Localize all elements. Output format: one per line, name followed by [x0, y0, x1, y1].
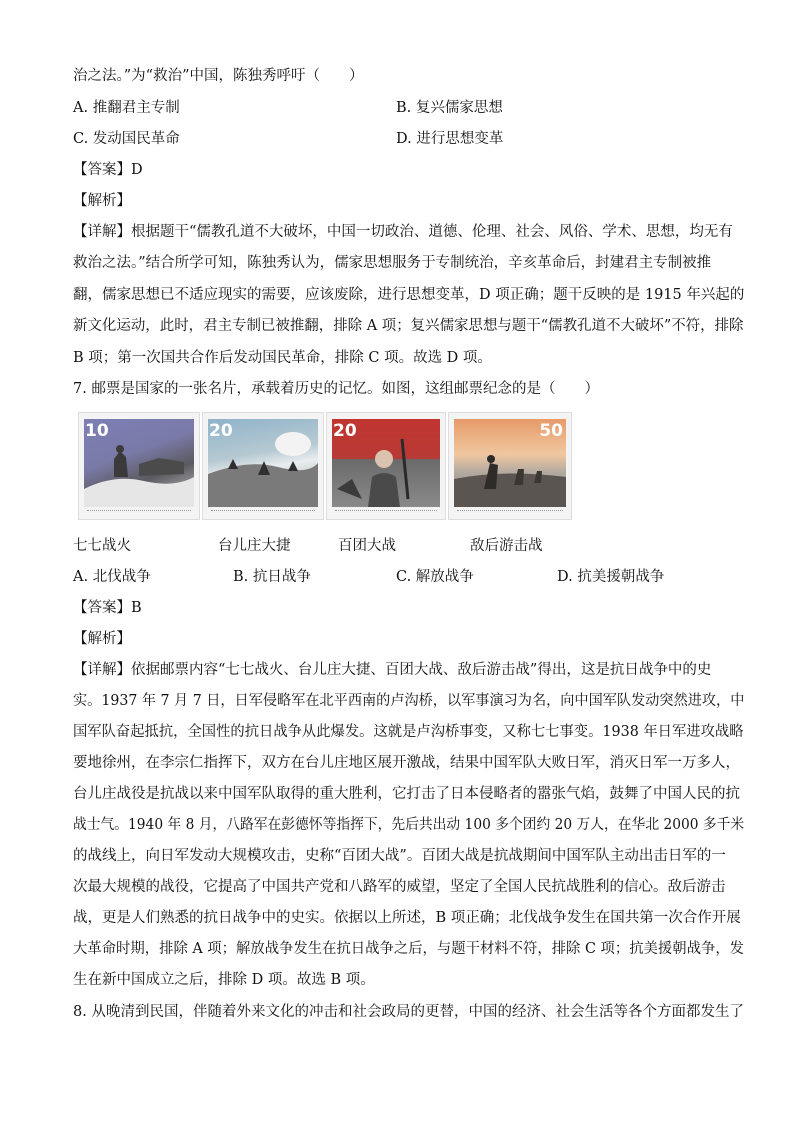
- q7-option-d: D. 抗美援朝战争: [557, 569, 665, 585]
- q7-detail-tag: 【详解】: [73, 662, 131, 678]
- stamp-caption-3: 百团大战: [338, 538, 396, 554]
- q7-detail-line-6: 战士气。1940 年 8 月，八路军在彭德怀等指挥下，先后共出动 100 多个团约 20 万人，在华北 2000 多千米: [73, 817, 745, 833]
- stamp-1: [78, 412, 200, 520]
- q6-option-c: C. 发动国民革命: [73, 131, 180, 147]
- q7-option-a: A. 北伐战争: [73, 569, 151, 585]
- stamp-2: [202, 412, 324, 520]
- stamp-3: [326, 412, 446, 520]
- q7-detail-line-4: 要地徐州，在李宗仁指挥下，双方在台儿庄地区展开激战，结果中国军队大败日军，消灭日军一万多人，: [73, 755, 740, 771]
- q6-detail-line-5: B 项；第一次国共合作后发动国民革命，排除 C 项。故选 D 项。: [73, 350, 492, 366]
- q7-detail-line-1: 【详解】依据邮票内容“七七战火、台儿庄大捷、百团大战、敌后游击战”得出，这是抗日战争中的史: [73, 662, 712, 678]
- stamp-4-value: 50: [539, 421, 563, 441]
- q7-detail-line-8: 次最大规模的战役，它提高了中国共产党和八路军的威望，坚定了全国人民抗战胜利的信心。敌后游击: [73, 879, 726, 895]
- stamp-1-value: 10: [85, 421, 109, 441]
- stamp-caption-4: 敌后游击战: [470, 538, 543, 554]
- q6-detail-line-1: 【详解】根据题干“儒教孔道不大破坏，中国一切政治、道德、伦理、社会、风俗、学术、思想，均无有: [73, 224, 733, 240]
- q6-analysis-title: 【解析】: [73, 193, 131, 209]
- stamp-3-footer: [335, 510, 437, 517]
- q7-detail-line-2: 实。1937 年 7 月 7 日，日军侵略军在北平西南的卢沟桥，以军事演习为名，向中国军队发动突然进攻，中: [73, 693, 745, 709]
- q7-detail-line-9: 战，更是人们熟悉的抗日战争中的史实。依据以上所述，B 项正确；北伐战争发生在国共第一次合作开展: [73, 910, 741, 926]
- q6-answer: 【答案】D: [73, 162, 143, 178]
- q7-stem: 7. 邮票是国家的一张名片，承载着历史的记忆。如图，这组邮票纪念的是（ ）: [73, 381, 599, 397]
- q6-option-b: B. 复兴儒家思想: [396, 100, 503, 116]
- q6-detail-line-2: 救治之法。”结合所学可知，陈独秀认为，儒家思想服务于专制统治，辛亥革命后，封建君主专制被推: [73, 255, 712, 271]
- q7-answer: 【答案】B: [73, 600, 142, 616]
- q7-detail-line-3: 国军队奋起抵抗，全国性的抗日战争从此爆发。这就是卢沟桥事变，又称七七事变。1938 年日军进攻战略: [73, 724, 744, 740]
- stamp-2-value: 20: [209, 421, 233, 441]
- stamp-4-footer: [457, 510, 563, 517]
- q7-option-b: B. 抗日战争: [233, 569, 311, 585]
- q7-analysis-title: 【解析】: [73, 631, 131, 647]
- q7-detail-line-7: 的战线上，向日军发动大规模攻击，史称“百团大战”。百团大战是抗战期间中国军队主动出击日军的一: [73, 848, 726, 864]
- q8-stem: 8. 从晚清到民国，伴随着外来文化的冲击和社会政局的更替，中国的经济、社会生活等各个方面都发生了: [73, 1004, 744, 1020]
- q6-stem: 治之法。”为“救治”中国，陈独秀呼吁（ ）: [73, 68, 364, 84]
- stamp-2-footer: [211, 510, 315, 517]
- q6-option-a: A. 推翻君主专制: [73, 100, 180, 116]
- stamp-4: [448, 412, 572, 520]
- q6-detail-tag: 【详解】: [73, 224, 131, 240]
- q7-detail-line-10: 大革命时期，排除 A 项；解放战争发生在抗日战争之后，与题干材料不符，排除 C 项；抗美援朝战争，发: [73, 941, 745, 957]
- stamp-set-image: [78, 412, 572, 518]
- stamp-caption-2: 台儿庄大捷: [218, 538, 291, 554]
- stamp-3-value: 20: [333, 421, 357, 441]
- q7-detail-line-5: 台儿庄战役是抗战以来中国军队取得的重大胜利，它打击了日本侵略者的嚣张气焰，鼓舞了中国人民的抗: [73, 786, 740, 802]
- q6-detail-line-4: 新文化运动，此时，君主专制已被推翻，排除 A 项；复兴儒家思想与题干“儒教孔道不大破坏”不符，排除: [73, 318, 744, 334]
- q7-detail-line-11: 生在新中国成立之后，排除 D 项。故选 B 项。: [73, 972, 375, 988]
- stamp-1-footer: [87, 510, 191, 517]
- stamp-caption-1: 七七战火: [73, 538, 131, 554]
- q7-option-c: C. 解放战争: [396, 569, 474, 585]
- q6-option-d: D. 进行思想变革: [396, 131, 504, 147]
- q6-detail-line-3: 翻，儒家思想已不适应现实的需要，应该废除，进行思想变革，D 项正确；题干反映的是 1915 年兴起的: [73, 287, 745, 303]
